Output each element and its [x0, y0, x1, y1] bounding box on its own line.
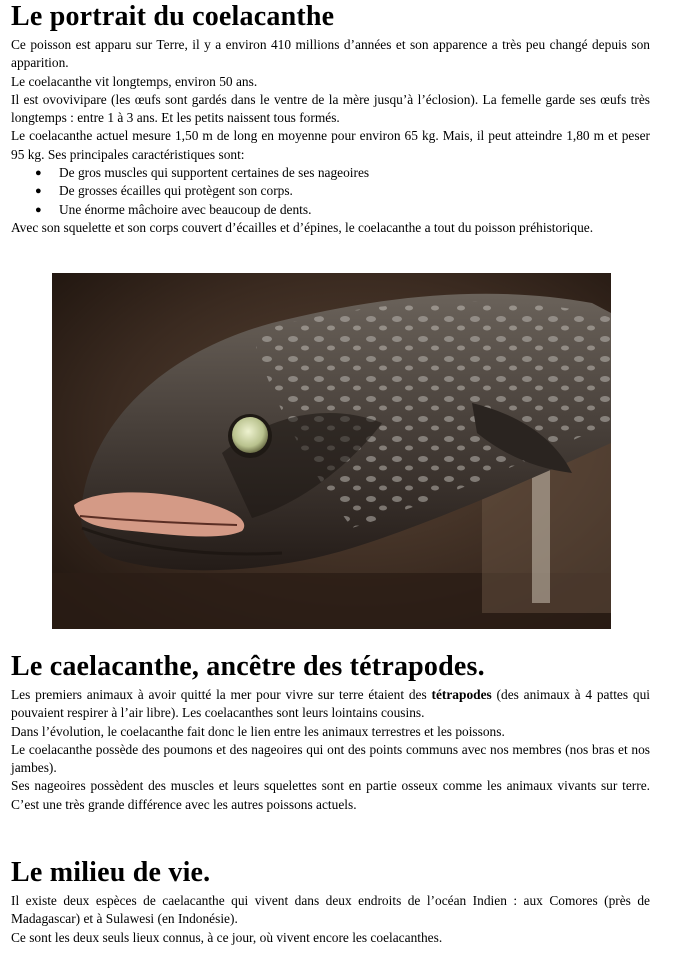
list-item-text: Une énorme mâchoire avec beaucoup de dents.	[59, 201, 312, 217]
paragraph: Ce sont les deux seuls lieux connus, à ce jour, où vivent encore les coelacanthes.	[11, 929, 443, 945]
section-ancestor-body	[11, 686, 650, 814]
list-item-text: De gros muscles qui supportent certaines de ses nageoires	[59, 165, 370, 181]
text-span: Les premiers animaux à avoir quitté la mer pour vivre sur terre étaient des	[11, 687, 432, 702]
coelacanth-photo	[52, 273, 611, 629]
bullet-icon: ●	[35, 203, 42, 216]
characteristics-list	[11, 164, 650, 219]
list-item-text: De grosses écailles qui protègent son corps.	[59, 183, 293, 199]
paragraph: Le coelacanthe vit longtemps, environ 50 ans.	[11, 73, 258, 89]
section-title-habitat: Le milieu de vie.	[11, 857, 211, 888]
list-item	[35, 201, 650, 219]
paragraph: Il est ovovivipare (les œufs sont gardés dans le ventre de la mère jusqu’à l’éclosion). La femelle garde ses œufs très longtemps : entre 1 à 3 ans. Et les petits naissent tous formés.	[11, 91, 650, 126]
bullet-icon: ●	[35, 167, 42, 180]
coelacanth-illustration	[52, 273, 611, 629]
paragraph: Ce poisson est apparu sur Terre, il y a environ 410 millions d’années et son apparence a très peu changé depuis son apparition.	[11, 37, 650, 71]
paragraph: Le coelacanthe actuel mesure 1,50 m de long en moyenne pour environ 65 kg. Mais, il peut atteindre 1,80 m et peser 95 kg. Ses principales caractéristiques sont:	[11, 128, 650, 162]
paragraph: Le coelacanthe possède des poumons et des nageoires qui ont des points communs avec nos membres (nos bras et nos jambes).	[11, 741, 650, 776]
section-portrait-body	[11, 36, 650, 237]
section-title-ancestor: Le caelacanthe, ancêtre des tétrapodes.	[11, 651, 485, 682]
list-item	[35, 182, 650, 200]
fish-eye	[232, 417, 268, 453]
list-item	[35, 164, 650, 182]
bullet-icon: ●	[35, 185, 42, 198]
section-title-portrait: Le portrait du coelacanthe	[11, 1, 335, 32]
paragraph: Avec son squelette et son corps couvert d’écailles et d’épines, le coelacanthe a tout du poisson préhistorique.	[11, 219, 594, 235]
paragraph: Ses nageoires possèdent des muscles et leurs squelettes sont en partie osseux comme les animaux vivants sur terre. C’est une très grande différence avec les autres poissons actuels.	[11, 778, 650, 812]
bold-term: tétrapodes	[431, 687, 492, 702]
paragraph	[11, 686, 650, 723]
section-habitat-body	[11, 892, 650, 947]
paragraph: Dans l’évolution, le coelacanthe fait donc le lien entre les animaux terrestres et les poissons.	[11, 723, 505, 739]
text-span: (des animaux à 4 pattes qui pouvaient respirer à l’air libre). Les coelacanthes sont leurs lointains cousins.	[11, 687, 650, 721]
paragraph: Il existe deux espèces de caelacanthe qui vivent dans deux endroits de l’océan Indien : aux Comores (près de Madagascar) et à Sulawesi (en Indonésie).	[11, 893, 650, 927]
